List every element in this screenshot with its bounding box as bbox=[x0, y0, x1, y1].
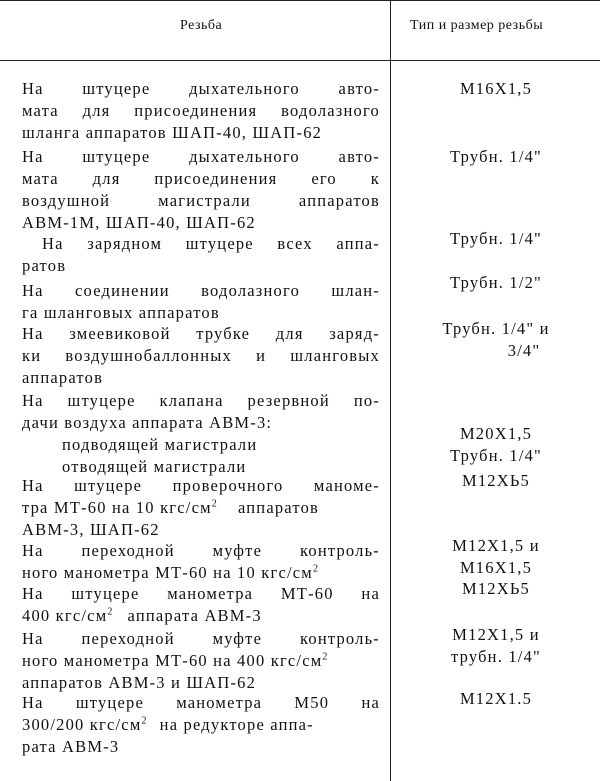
line: На штуцере клапана резервной по- bbox=[22, 391, 380, 410]
superscript: 2 bbox=[322, 651, 329, 663]
line bbox=[22, 497, 380, 519]
line bbox=[22, 650, 380, 672]
row-5-right bbox=[392, 318, 600, 362]
row-7-right bbox=[392, 470, 600, 492]
line-part: ного манометра МТ-60 на 400 кгс/см bbox=[22, 651, 323, 670]
line: рата АВМ-3 bbox=[22, 737, 120, 756]
thread-size: М12Х1,5 и bbox=[452, 536, 540, 555]
superscript: 2 bbox=[211, 498, 218, 510]
line: На соединении водолазного шлан- bbox=[22, 281, 380, 300]
line-part: аппарата АВМ-3 bbox=[127, 606, 262, 625]
line: На штуцере дыхательного авто- bbox=[22, 79, 380, 98]
line: мата для присоединения водолазного bbox=[22, 101, 380, 120]
row-9-right bbox=[392, 578, 600, 600]
line bbox=[22, 714, 380, 736]
row-8-right bbox=[392, 535, 600, 579]
line: На штуцере манометра МТ-60 на bbox=[22, 584, 380, 603]
row-6-right bbox=[392, 423, 600, 467]
superscript: 2 bbox=[141, 715, 148, 727]
row-10-right bbox=[392, 624, 600, 668]
line: мата для присоединения его к bbox=[22, 169, 380, 188]
line: АВМ-1М, ШАП-40, ШАП-62 bbox=[22, 213, 256, 232]
superscript: 2 bbox=[107, 606, 114, 618]
line bbox=[22, 562, 380, 584]
thread-size: М20Х1,5 bbox=[459, 424, 533, 443]
line: шланга аппаратов ШАП-40, ШАП-62 bbox=[22, 123, 323, 142]
line-part: тра МТ-60 на 10 кгс/см bbox=[22, 498, 212, 517]
thread-size: Трубн. 1/2" bbox=[449, 273, 542, 292]
thread-size: Трубн. 1/4" bbox=[449, 229, 542, 248]
line: На переходной муфте контроль- bbox=[22, 629, 380, 648]
line: дачи воздуха аппарата АВМ-3: bbox=[22, 413, 273, 432]
line-part: аппаратов bbox=[237, 498, 320, 517]
thread-size: Трубн. 1/4" и bbox=[442, 319, 550, 338]
thread-size: М16Х1,5 bbox=[459, 79, 533, 98]
thread-size: М16Х1,5 bbox=[459, 558, 533, 577]
thread-size: М12Х1.5 bbox=[459, 689, 533, 708]
row-2-right bbox=[392, 146, 600, 168]
row-6-left bbox=[22, 390, 380, 478]
header-left: Резьба bbox=[180, 18, 223, 33]
line: подводящей магистрали bbox=[62, 435, 258, 454]
thread-size: 3/4" bbox=[507, 341, 541, 360]
row-5-left bbox=[22, 323, 380, 389]
line: ки воздушнобаллонных и шланговых bbox=[22, 346, 380, 365]
thread-size: М12Х1,5 и bbox=[452, 625, 540, 644]
row-7-left bbox=[22, 475, 380, 541]
superscript: 2 bbox=[312, 563, 320, 575]
column-divider bbox=[390, 0, 391, 781]
thread-size: М12ХЬ5 bbox=[461, 471, 530, 490]
line: аппаратов АВМ-3 и ШАП-62 bbox=[22, 673, 257, 692]
line-part: 400 кгс/см bbox=[22, 606, 108, 625]
line: га шланговых аппаратов bbox=[22, 303, 220, 322]
thread-size: Трубн. 1/4" bbox=[449, 147, 542, 166]
row-11-left bbox=[22, 692, 380, 758]
header-divider bbox=[0, 60, 600, 61]
line-part: ного манометра МТ-60 на 10 кгс/см bbox=[22, 563, 313, 582]
row-9-left bbox=[22, 583, 380, 627]
line: АВМ-3, ШАП-62 bbox=[22, 520, 160, 539]
line: воздушной магистрали аппаратов bbox=[22, 191, 380, 210]
line bbox=[22, 605, 380, 627]
line: аппаратов bbox=[22, 368, 104, 387]
line: На змеевиковой трубке для заряд- bbox=[22, 324, 380, 343]
thread-size: Трубн. 1/4" bbox=[449, 446, 542, 465]
row-1-right bbox=[392, 78, 600, 100]
line: На штуцере проверочного маноме- bbox=[22, 476, 380, 495]
line: На зарядном штуцере всех аппа- bbox=[42, 234, 380, 253]
thread-size: трубн. 1/4" bbox=[451, 647, 541, 666]
row-10-left bbox=[22, 628, 380, 694]
row-8-left bbox=[22, 540, 380, 584]
row-4-right bbox=[392, 272, 600, 294]
line: ратов bbox=[22, 256, 67, 275]
row-3-left bbox=[22, 233, 380, 277]
line: На переходной муфте контроль- bbox=[22, 541, 380, 560]
line: отводящей магистрали bbox=[62, 457, 247, 476]
thread-size: М12ХЬ5 bbox=[461, 579, 530, 598]
row-4-left bbox=[22, 280, 380, 324]
row-1-left bbox=[22, 78, 380, 144]
top-border bbox=[0, 0, 600, 1]
row-2-left bbox=[22, 146, 380, 234]
line: На штуцере дыхательного авто- bbox=[22, 147, 380, 166]
line: На штуцере манометра М50 на bbox=[22, 693, 380, 712]
header-right: Тип и размер резьбы bbox=[410, 18, 544, 33]
line-part: на редукторе аппа- bbox=[159, 715, 314, 734]
line-part: 300/200 кгс/см bbox=[22, 715, 142, 734]
row-11-right bbox=[392, 688, 600, 710]
row-3-right bbox=[392, 228, 600, 250]
